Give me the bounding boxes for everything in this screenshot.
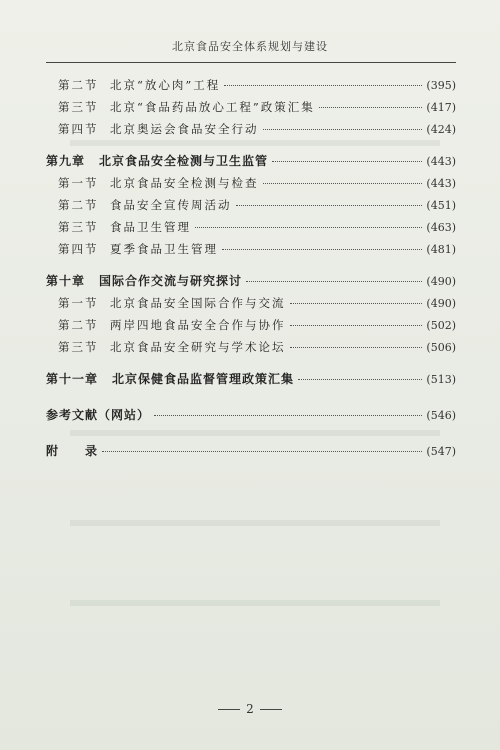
toc-entry-section[interactable] (46, 216, 456, 238)
section-number: 第三节 (58, 220, 99, 234)
chapter-title: 北京食品安全检测与卫生监管 (99, 154, 269, 168)
appendix-title: 附 录 (46, 444, 99, 458)
toc-entry-section[interactable] (46, 292, 456, 314)
page-reference: (502) (426, 319, 456, 332)
toc-entry-chapter[interactable] (46, 368, 456, 390)
dot-leader (102, 451, 422, 452)
dot-leader (290, 303, 423, 304)
section-number: 第二节 (58, 198, 99, 212)
section-number: 第一节 (58, 176, 99, 190)
section-title: 夏季食品卫生管理 (110, 242, 218, 256)
running-head: 北京食品安全体系规划与建设 (172, 40, 328, 53)
toc-entry-section[interactable] (46, 314, 456, 336)
section-title: 食品安全宣传周活动 (110, 198, 232, 212)
section-number: 第一节 (58, 296, 99, 310)
page-reference: (513) (426, 373, 456, 386)
toc-entry-section[interactable] (46, 194, 456, 216)
page-number: 2 (246, 702, 254, 716)
page-reference: (546) (426, 409, 456, 422)
toc-entry-section[interactable] (46, 118, 456, 140)
dot-leader (290, 325, 423, 326)
spacer (46, 390, 456, 404)
dash-right (260, 709, 282, 710)
header-rule (46, 62, 456, 63)
page-footer (0, 702, 500, 716)
chapter-number: 第九章 (46, 154, 86, 168)
toc-entry-section[interactable] (46, 74, 456, 96)
page-reference: (481) (426, 243, 456, 256)
dot-leader (224, 85, 422, 86)
section-number: 第二节 (58, 318, 99, 332)
dash-left (218, 709, 240, 710)
chapter-title: 北京保健食品监督管理政策汇集 (112, 372, 295, 386)
page-reference: (490) (426, 297, 456, 310)
section-number: 第四节 (58, 242, 99, 256)
toc-entry-section[interactable] (46, 96, 456, 118)
toc-entry-section[interactable] (46, 172, 456, 194)
spacer (46, 358, 456, 368)
spacer (46, 426, 456, 440)
section-title: 北京奥运会食品安全行动 (110, 122, 259, 136)
section-number: 第三节 (58, 340, 99, 354)
dot-leader (298, 379, 422, 380)
page-reference: (547) (426, 445, 456, 458)
page-reference: (451) (426, 199, 456, 212)
dot-leader (236, 205, 423, 206)
dot-leader (290, 347, 423, 348)
section-title: 食品卫生管理 (110, 220, 191, 234)
chapter-title: 国际合作交流与研究探讨 (99, 274, 243, 288)
section-title: 北京“放心肉”工程 (110, 78, 221, 92)
page-reference: (463) (426, 221, 456, 234)
dot-leader (246, 281, 422, 282)
section-number: 第三节 (58, 100, 99, 114)
dot-leader (222, 249, 422, 250)
dot-leader (154, 415, 422, 416)
toc-entry-appendix[interactable] (46, 440, 456, 462)
page-reference: (443) (426, 155, 456, 168)
toc-entry-section[interactable] (46, 238, 456, 260)
dot-leader (263, 129, 423, 130)
section-title: 北京食品安全检测与检查 (110, 176, 259, 190)
chapter-number: 第十章 (46, 274, 86, 288)
section-number: 第四节 (58, 122, 99, 136)
dot-leader (195, 227, 422, 228)
section-title: 北京“食品药品放心工程”政策汇集 (110, 100, 315, 114)
dot-leader (319, 107, 423, 108)
section-number: 第二节 (58, 78, 99, 92)
toc-entry-references[interactable] (46, 404, 456, 426)
toc-entry-chapter[interactable] (46, 270, 456, 292)
page-reference: (395) (426, 79, 456, 92)
page-reference: (424) (426, 123, 456, 136)
bleed-through-shadow (70, 520, 440, 526)
page-reference: (443) (426, 177, 456, 190)
spacer (46, 260, 456, 270)
spacer (46, 140, 456, 150)
page-reference: (417) (426, 101, 456, 114)
references-title: 参考文献（网站） (46, 408, 151, 422)
page-reference: (506) (426, 341, 456, 354)
toc-entry-chapter[interactable] (46, 150, 456, 172)
section-title: 两岸四地食品安全合作与协作 (110, 318, 286, 332)
bleed-through-shadow (70, 600, 440, 606)
toc-entry-section[interactable] (46, 336, 456, 358)
page-reference: (490) (426, 275, 456, 288)
table-of-contents (46, 74, 456, 462)
chapter-number: 第十一章 (46, 372, 99, 386)
section-title: 北京食品安全研究与学术论坛 (110, 340, 286, 354)
dot-leader (263, 183, 423, 184)
dot-leader (272, 161, 422, 162)
section-title: 北京食品安全国际合作与交流 (110, 296, 286, 310)
